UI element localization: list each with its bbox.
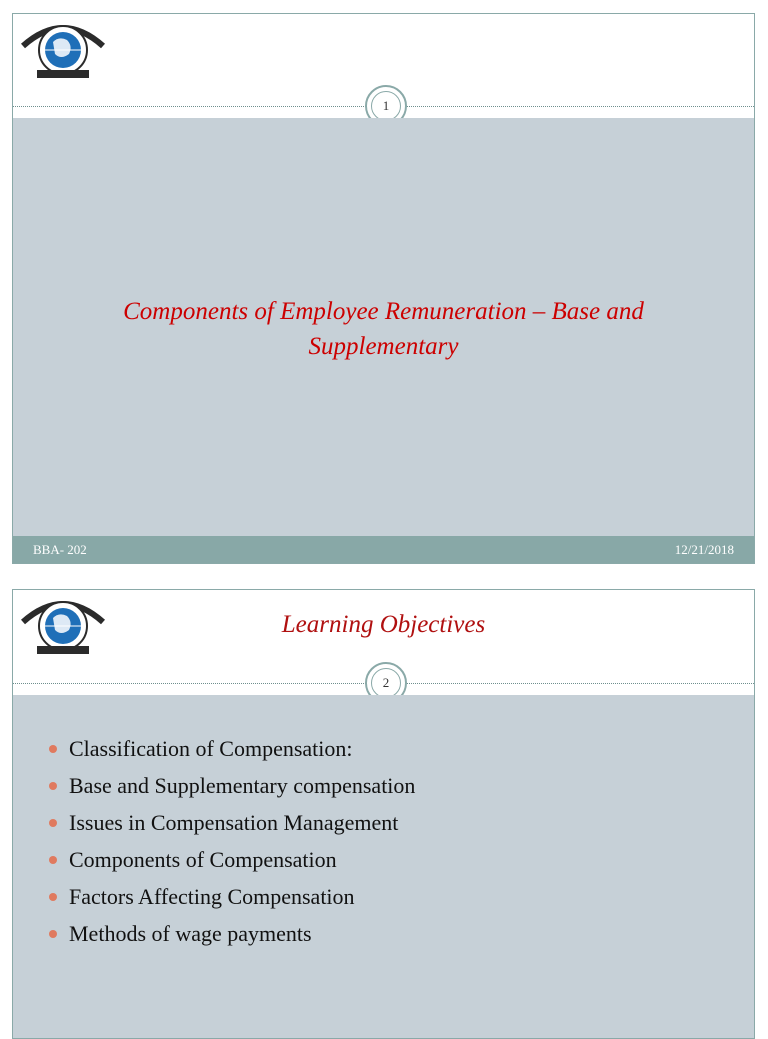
- slide-header: [13, 14, 754, 118]
- list-item: Methods of wage payments: [49, 915, 415, 952]
- slide-1: [12, 13, 755, 564]
- institute-emblem-icon: [15, 16, 111, 86]
- list-item: Factors Affecting Compensation: [49, 878, 415, 915]
- objectives-list: [49, 730, 415, 952]
- bullet-icon: [49, 745, 57, 753]
- bullet-icon: [49, 856, 57, 864]
- list-item: Base and Supplementary compensation: [49, 767, 415, 804]
- bullet-icon: [49, 893, 57, 901]
- list-item: Issues in Compensation Management: [49, 804, 415, 841]
- bullet-icon: [49, 819, 57, 827]
- slide-title: Learning Objectives: [281, 611, 486, 638]
- list-item: Classification of Compensation:: [49, 730, 415, 767]
- slide-title: Components of Employee Remuneration – Base and Supplementary: [123, 298, 644, 360]
- slide-body: [13, 118, 754, 536]
- slide-date: 12/21/2018: [674, 542, 734, 557]
- slide-number: 2: [371, 668, 401, 698]
- course-code: BBA- 202: [33, 542, 87, 557]
- slide-header: [13, 590, 754, 695]
- bullet-icon: [49, 782, 57, 790]
- slide-footer: [13, 536, 754, 563]
- slide-2: [12, 589, 755, 1039]
- bullet-icon: [49, 930, 57, 938]
- list-item: Components of Compensation: [49, 841, 415, 878]
- slide-number: 1: [371, 91, 401, 121]
